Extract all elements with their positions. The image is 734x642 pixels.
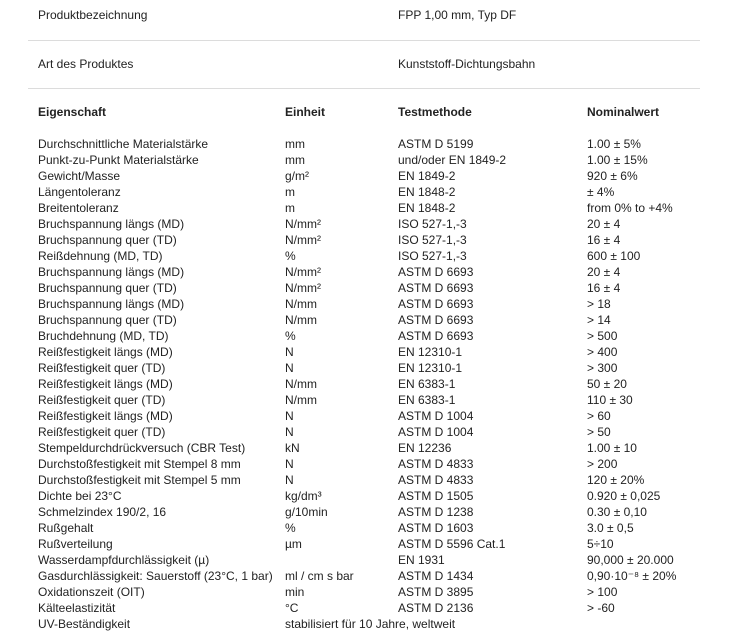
cell-nominal-value: 16 ± 4 xyxy=(587,281,621,295)
cell-nominal-value: 110 ± 30 xyxy=(587,393,633,407)
cell-unit: % xyxy=(285,329,296,343)
table-row xyxy=(38,152,718,168)
table-row xyxy=(38,472,718,488)
table-row xyxy=(38,408,718,424)
cell-nominal-value: > 300 xyxy=(587,361,618,375)
cell-unit: N xyxy=(285,345,294,359)
cell-unit: mm xyxy=(285,153,305,167)
cell-property: Oxidationszeit (OIT) xyxy=(38,585,145,599)
cell-test-method: ASTM D 6693 xyxy=(398,329,474,343)
cell-nominal-value: > 60 xyxy=(587,409,611,423)
cell-test-method: EN 1848-2 xyxy=(398,185,456,199)
cell-nominal-value: > 500 xyxy=(587,329,618,343)
cell-nominal-value: 20 ± 4 xyxy=(587,217,621,231)
cell-unit: mm xyxy=(285,137,305,151)
cell-test-method: EN 12310-1 xyxy=(398,361,463,375)
cell-unit: N xyxy=(285,361,294,375)
cell-test-method: EN 12310-1 xyxy=(398,345,463,359)
table-row xyxy=(38,536,718,552)
cell-property: Stempeldurchdrückversuch (CBR Test) xyxy=(38,441,246,455)
cell-property: Reißfestigkeit quer (TD) xyxy=(38,393,166,407)
cell-nominal-value: ± 4% xyxy=(587,185,615,199)
cell-unit: % xyxy=(285,249,296,263)
cell-unit: N/mm xyxy=(285,377,317,391)
cell-property: Reißfestigkeit längs (MD) xyxy=(38,377,173,391)
cell-test-method: ASTM D 1603 xyxy=(398,521,474,535)
cell-property: Breitentoleranz xyxy=(38,201,119,215)
cell-unit: N/mm² xyxy=(285,265,321,279)
cell-property: Bruchdehnung (MD, TD) xyxy=(38,329,169,343)
cell-nominal-value: 1.00 ± 5% xyxy=(587,137,641,151)
cell-unit: N xyxy=(285,457,294,471)
cell-unit: N/mm xyxy=(285,297,317,311)
header-nominal-value: Nominalwert xyxy=(587,105,660,119)
table-row xyxy=(38,520,718,536)
cell-property: Gewicht/Masse xyxy=(38,169,121,183)
cell-unit: m xyxy=(285,185,295,199)
table-body xyxy=(38,136,718,632)
cell-unit: g/m² xyxy=(285,169,309,183)
cell-property: Reißdehnung (MD, TD) xyxy=(38,249,163,263)
cell-property: Durchschnittliche Materialstärke xyxy=(38,137,209,151)
cell-property: UV-Beständigkeit xyxy=(38,617,131,631)
cell-test-method: EN 1931 xyxy=(398,553,445,567)
cell-nominal-value: 1.00 ± 10 xyxy=(587,441,637,455)
cell-property: Gasdurchlässigkeit: Sauerstoff (23°C, 1 bar) xyxy=(38,569,273,583)
table-row xyxy=(38,344,718,360)
cell-property: Längentoleranz xyxy=(38,185,121,199)
cell-property: Reißfestigkeit längs (MD) xyxy=(38,345,173,359)
cell-nominal-value: from 0% to +4% xyxy=(587,201,673,215)
table-row xyxy=(38,296,718,312)
cell-test-method: ASTM D 6693 xyxy=(398,281,474,295)
cell-nominal-value: > 50 xyxy=(587,425,611,439)
cell-test-method: EN 6383-1 xyxy=(398,393,456,407)
cell-nominal-value: > 400 xyxy=(587,345,618,359)
cell-unit: N xyxy=(285,425,294,439)
cell-nominal-value: 90,000 ± 20.000 xyxy=(587,553,674,567)
product-type-row xyxy=(28,40,700,89)
cell-unit: kN xyxy=(285,441,300,455)
cell-test-method: ASTM D 6693 xyxy=(398,265,474,279)
cell-property: Schmelzindex 190/2, 16 xyxy=(38,505,167,519)
cell-unit: min xyxy=(285,585,305,599)
table-row xyxy=(38,376,718,392)
table-row xyxy=(38,184,718,200)
cell-test-method: ASTM D 6693 xyxy=(398,297,474,311)
cell-test-method: ASTM D 1004 xyxy=(398,425,474,439)
cell-property: Durchstoßfestigkeit mit Stempel 5 mm xyxy=(38,473,241,487)
cell-nominal-value: > 18 xyxy=(587,297,611,311)
cell-test-method: ASTM D 1505 xyxy=(398,489,474,503)
table-row xyxy=(38,504,718,520)
cell-unit: N/mm² xyxy=(285,233,321,247)
properties-table xyxy=(38,105,718,632)
cell-nominal-value: 50 ± 20 xyxy=(587,377,627,391)
cell-unit: µm xyxy=(285,537,302,551)
cell-unit: N/mm² xyxy=(285,217,321,231)
cell-nominal-value: 920 ± 6% xyxy=(587,169,638,183)
cell-nominal-value: 5÷10 xyxy=(587,537,614,551)
table-row xyxy=(38,200,718,216)
cell-nominal-value: 1.00 ± 15% xyxy=(587,153,648,167)
table-row xyxy=(38,264,718,280)
cell-unit: N/mm² xyxy=(285,281,321,295)
cell-test-method: und/oder EN 1849-2 xyxy=(398,153,507,167)
header-property: Eigenschaft xyxy=(38,105,107,119)
table-header xyxy=(38,105,718,136)
cell-nominal-value: 600 ± 100 xyxy=(587,249,641,263)
cell-property: Kälteelastizität xyxy=(38,601,116,615)
cell-test-method: ASTM D 3895 xyxy=(398,585,474,599)
cell-unit: stabilisiert für 10 Jahre, weltweit xyxy=(285,617,456,631)
cell-test-method: EN 1848-2 xyxy=(398,201,456,215)
cell-test-method: ASTM D 5199 xyxy=(398,137,474,151)
cell-property: Punkt-zu-Punkt Materialstärke xyxy=(38,153,199,167)
cell-test-method: ASTM D 6693 xyxy=(398,313,474,327)
cell-unit: N xyxy=(285,409,294,423)
cell-property: Rußverteilung xyxy=(38,537,113,551)
cell-nominal-value: > 200 xyxy=(587,457,618,471)
cell-property: Reißfestigkeit längs (MD) xyxy=(38,409,173,423)
cell-unit: °C xyxy=(285,601,299,615)
product-name-row xyxy=(28,0,700,41)
cell-property: Bruchspannung längs (MD) xyxy=(38,265,185,279)
table-row xyxy=(38,616,718,632)
cell-nominal-value: 20 ± 4 xyxy=(587,265,621,279)
table-row xyxy=(38,600,718,616)
cell-nominal-value: 16 ± 4 xyxy=(587,233,621,247)
cell-test-method: ISO 527-1,-3 xyxy=(398,217,467,231)
cell-test-method: ASTM D 1238 xyxy=(398,505,474,519)
cell-nominal-value: > 14 xyxy=(587,313,611,327)
table-row xyxy=(38,584,718,600)
cell-nominal-value: 120 ± 20% xyxy=(587,473,645,487)
cell-unit: kg/dm³ xyxy=(285,489,322,503)
table-row xyxy=(38,552,718,568)
cell-test-method: ASTM D 4833 xyxy=(398,473,474,487)
table-row xyxy=(38,280,718,296)
header-test-method: Testmethode xyxy=(398,105,472,119)
cell-property: Reißfestigkeit quer (TD) xyxy=(38,361,166,375)
cell-test-method: EN 12236 xyxy=(398,441,452,455)
cell-nominal-value: > -60 xyxy=(587,601,615,615)
cell-property: Dichte bei 23°C xyxy=(38,489,122,503)
table-row xyxy=(38,168,718,184)
cell-nominal-value: 0.920 ± 0,025 xyxy=(587,489,661,503)
cell-unit: N/mm xyxy=(285,313,317,327)
cell-property: Durchstoßfestigkeit mit Stempel 8 mm xyxy=(38,457,241,471)
table-row xyxy=(38,232,718,248)
cell-property: Bruchspannung quer (TD) xyxy=(38,281,177,295)
cell-test-method: EN 6383-1 xyxy=(398,377,456,391)
cell-nominal-value: 0.30 ± 0,10 xyxy=(587,505,647,519)
cell-test-method: ASTM D 2136 xyxy=(398,601,474,615)
cell-unit: ml / cm s bar xyxy=(285,569,354,583)
cell-test-method: ASTM D 4833 xyxy=(398,457,474,471)
cell-test-method: ISO 527-1,-3 xyxy=(398,233,467,247)
product-type-value: Kunststoff-Dichtungsbahn xyxy=(398,57,536,71)
cell-property: Bruchspannung quer (TD) xyxy=(38,313,177,327)
table-row xyxy=(38,312,718,328)
cell-unit: m xyxy=(285,201,295,215)
cell-test-method: ASTM D 1434 xyxy=(398,569,474,583)
cell-test-method: EN 1849-2 xyxy=(398,169,456,183)
product-type-label: Art des Produktes xyxy=(38,57,134,71)
table-row xyxy=(38,456,718,472)
cell-nominal-value: 0,90·10⁻⁸ ± 20% xyxy=(587,569,677,583)
cell-property: Bruchspannung quer (TD) xyxy=(38,233,177,247)
table-row xyxy=(38,488,718,504)
cell-nominal-value: 3.0 ± 0,5 xyxy=(587,521,634,535)
table-row xyxy=(38,248,718,264)
product-name-label: Produktbezeichnung xyxy=(38,8,148,22)
cell-unit: % xyxy=(285,521,296,535)
table-row xyxy=(38,392,718,408)
cell-unit: N/mm xyxy=(285,393,317,407)
table-row xyxy=(38,360,718,376)
product-name-value: FPP 1,00 mm, Typ DF xyxy=(398,8,517,22)
header-unit: Einheit xyxy=(285,105,326,119)
cell-nominal-value: > 100 xyxy=(587,585,618,599)
cell-property: Wasserdampfdurchlässigkeit (µ) xyxy=(38,553,210,567)
table-row xyxy=(38,568,718,584)
cell-test-method: ISO 527-1,-3 xyxy=(398,249,467,263)
table-row xyxy=(38,424,718,440)
table-row xyxy=(38,216,718,232)
cell-property: Bruchspannung längs (MD) xyxy=(38,217,185,231)
cell-property: Reißfestigkeit quer (TD) xyxy=(38,425,166,439)
cell-test-method: ASTM D 5596 Cat.1 xyxy=(398,537,506,551)
table-row xyxy=(38,136,718,152)
cell-property: Rußgehalt xyxy=(38,521,94,535)
table-row xyxy=(38,440,718,456)
cell-property: Bruchspannung längs (MD) xyxy=(38,297,185,311)
cell-test-method: ASTM D 1004 xyxy=(398,409,474,423)
cell-unit: g/10min xyxy=(285,505,328,519)
cell-unit: N xyxy=(285,473,294,487)
table-row xyxy=(38,328,718,344)
